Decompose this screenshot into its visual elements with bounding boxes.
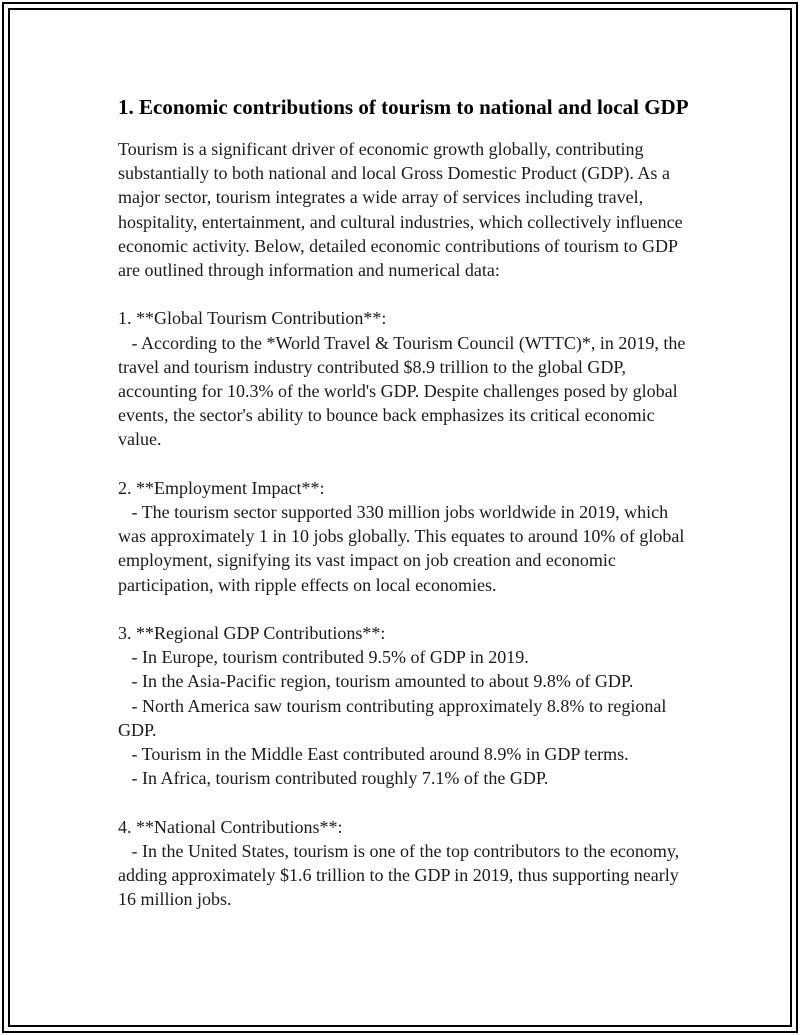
intro-paragraph: Tourism is a significant driver of economic growth globally, contributing substantially to both national and local Gross Domestic Product (GDP). As a major sector, tourism integrates a wide array of services including travel, hospitality, entertainment, and cultural industries, which collectively influence economic activity. Below, detailed economic contributions of tourism to GDP are outlined through information and numerical data:: [118, 139, 688, 281]
section-line: - In the Asia-Pacific region, tourism amounted to about 9.8% of GDP.: [118, 671, 634, 692]
paragraph-gap: [118, 790, 698, 814]
section-regional: [118, 621, 698, 790]
section-line: - The tourism sector supported 330 million jobs worldwide in 2019, which was approximately 1 in 10 jobs globally. This equates to around 10% of global employment, signifying its vast impact on job creation and economic participation, with ripple effects on local economies.: [118, 502, 689, 595]
section-line: - North America saw tourism contributing approximately 8.8% to regional GDP.: [118, 695, 671, 740]
section-heading: 1. Economic contributions of tourism to national and local GDP: [118, 95, 689, 119]
section-line: - In Africa, tourism contributed roughly 7.1% of the GDP.: [118, 768, 549, 789]
paragraph-gap: [118, 452, 698, 476]
section-line: - In the United States, tourism is one of the top contributors to the economy, adding approximately $1.6 trillion to the GDP in 2019, thus supporting nearly 16 million jobs.: [118, 840, 684, 910]
section-national: [118, 815, 698, 912]
paragraph-gap: [118, 597, 698, 621]
section-line: - Tourism in the Middle East contributed around 8.9% in GDP terms.: [118, 744, 629, 765]
section-title: 2. **Employment Impact**:: [118, 477, 325, 498]
section-global: [118, 306, 698, 451]
section-line: - In Europe, tourism contributed 9.5% of GDP in 2019.: [118, 647, 529, 668]
document-body: [118, 93, 698, 911]
section-employment: [118, 476, 698, 597]
paragraph-gap: [118, 282, 698, 306]
section-title: 3. **Regional GDP Contributions**:: [118, 623, 386, 644]
section-title: 1. **Global Tourism Contribution**:: [118, 308, 387, 329]
section-title: 4. **National Contributions**:: [118, 816, 343, 837]
section-line: - According to the *World Travel & Tourism Council (WTTC)*, in 2019, the travel and tourism industry contributed $8.9 trillion to the global GDP, accounting for 10.3% of the world's GDP. Despite challenges posed by global events, the sector's ability to bounce back emphasizes its critical economic value.: [118, 332, 690, 450]
